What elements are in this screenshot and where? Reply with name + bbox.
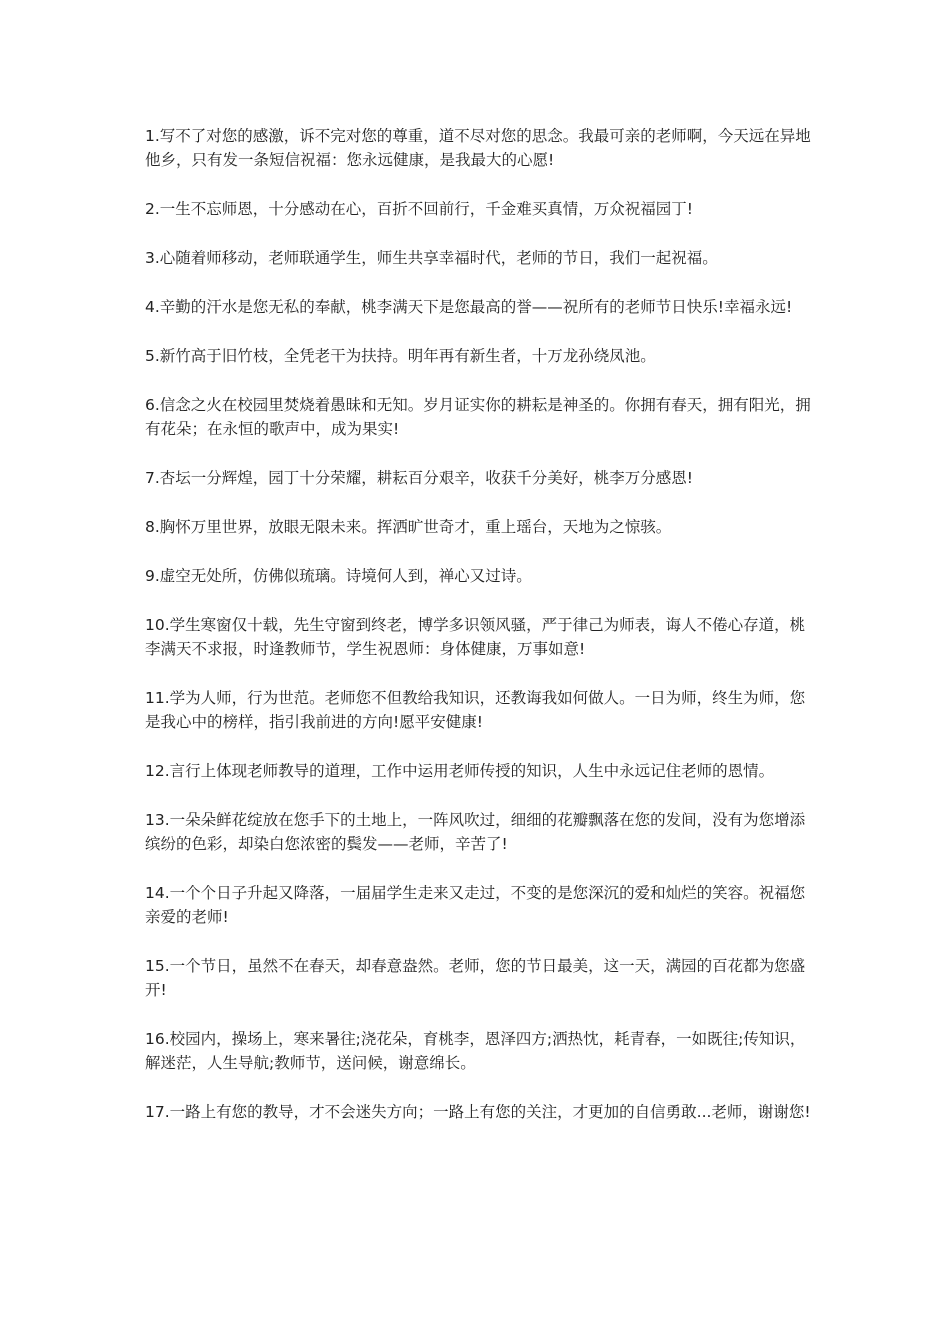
paragraph-7: 7.杏坛一分辉煌，园丁十分荣耀，耕耘百分艰辛，收获千分美好，桃李万分感恩!	[145, 469, 694, 487]
paragraph-15: 15.一个节日，虽然不在春天，却春意盎然。老师，您的节日最美，这一天，满园的百花都为您盛开!	[145, 957, 806, 999]
paragraph-8: 8.胸怀万里世界，放眼无限未来。挥洒旷世奇才，重上瑶台，天地为之惊骇。	[145, 518, 672, 536]
paragraph-16: 16.校园内，操场上，寒来暑往;浇花朵，育桃李，恩泽四方;洒热忱，耗青春，一如既往;传知识，解迷茫，人生导航;教师节，送问候，谢意绵长。	[145, 1030, 806, 1072]
paragraph-1: 1.写不了对您的感激，诉不完对您的尊重，道不尽对您的思念。我最可亲的老师啊，今天远在异地他乡，只有发一条短信祝福：您永远健康，是我最大的心愿!	[145, 127, 811, 169]
paragraph-10: 10.学生寒窗仅十载，先生守窗到终老，博学多识领风骚，严于律己为师表，诲人不倦心存道，桃李满天不求报，时逢教师节，学生祝恩师：身体健康，万事如意!	[145, 616, 806, 658]
paragraph-9: 9.虚空无处所，仿佛似琉璃。诗境何人到，禅心又过诗。	[145, 567, 532, 585]
paragraph-17: 17.一路上有您的教导，才不会迷失方向；一路上有您的关注，才更加的自信勇敢...老师，谢谢您!	[145, 1103, 811, 1121]
paragraph-6: 6.信念之火在校园里焚烧着愚昧和无知。岁月证实你的耕耘是神圣的。你拥有春天，拥有阳光，拥有花朵；在永恒的歌声中，成为果实!	[145, 396, 811, 438]
paragraph-4: 4.辛勤的汗水是您无私的奉献，桃李满天下是您最高的誉——祝所有的老师节日快乐!幸福永远!	[145, 298, 793, 316]
paragraph-11: 11.学为人师，行为世范。老师您不但教给我知识，还教诲我如何做人。一日为师，终生为师，您是我心中的榜样，指引我前进的方向!愿平安健康!	[145, 689, 806, 731]
paragraph-12: 12.言行上体现老师教导的道理，工作中运用老师传授的知识，人生中永远记住老师的恩情。	[145, 762, 775, 780]
paragraph-14: 14.一个个日子升起又降落，一届届学生走来又走过，不变的是您深沉的爱和灿烂的笑容。祝福您亲爱的老师!	[145, 884, 806, 926]
paragraph-13: 13.一朵朵鲜花绽放在您手下的土地上，一阵风吹过，细细的花瓣飘落在您的发间，没有为您增添缤纷的色彩，却染白您浓密的鬓发——老师，辛苦了!	[145, 811, 806, 853]
paragraph-2: 2.一生不忘师恩，十分感动在心，百折不回前行，千金难买真情，万众祝福园丁!	[145, 200, 694, 218]
paragraph-5: 5.新竹高于旧竹枝，全凭老干为扶持。明年再有新生者，十万龙孙绕凤池。	[145, 347, 656, 365]
paragraph-3: 3.心随着师移动，老师联通学生，师生共享幸福时代，老师的节日，我们一起祝福。	[145, 249, 718, 267]
document-body	[145, 124, 813, 1149]
